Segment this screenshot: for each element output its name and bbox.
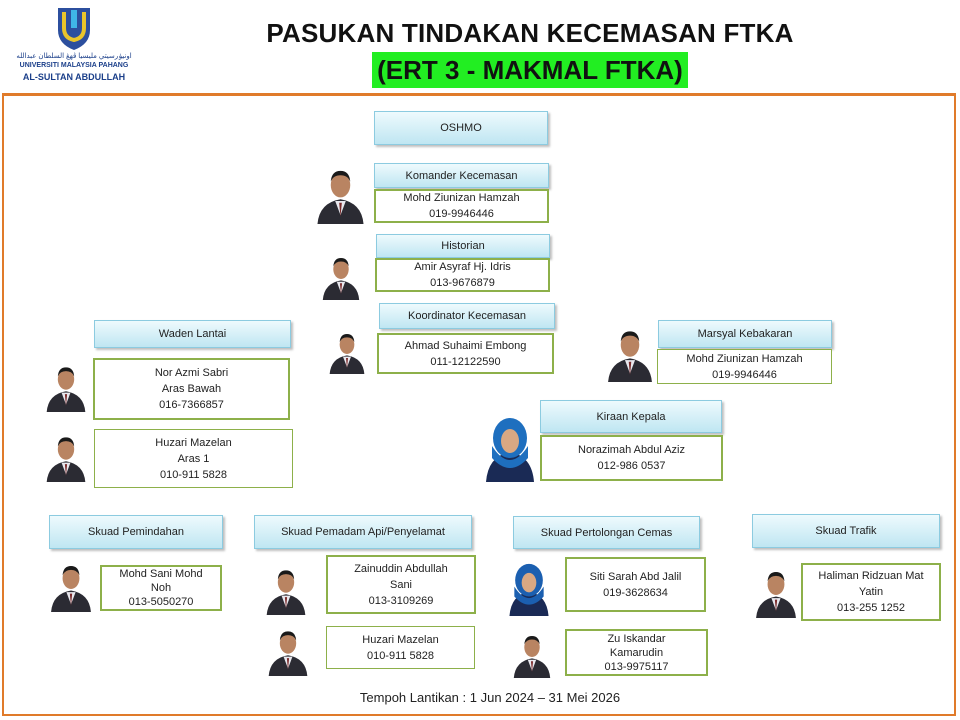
pemadam-phone-1: 013-3109269 <box>368 594 434 607</box>
logo-line2: AL-SULTAN ABDULLAH <box>22 72 126 82</box>
pertolongan-phone-2: 013-9975117 <box>604 660 669 673</box>
portrait-icon <box>43 430 89 482</box>
portrait-icon <box>603 323 657 382</box>
historian-phone: 013-9676879 <box>430 277 495 289</box>
pemindahan-name-1b: Noh <box>150 582 172 594</box>
komander-role-header <box>374 163 549 188</box>
kiraan-card <box>540 435 723 481</box>
kiraan-role-header <box>540 400 722 433</box>
portrait-icon <box>313 162 368 224</box>
logo-line1: UNIVERSITI MALAYSIA PAHANG <box>19 62 129 69</box>
pertolongan-name-2a: Zu Iskandar <box>607 632 666 645</box>
pemadam-role-header <box>254 515 472 549</box>
pemadam-role: Skuad Pemadam Api/Penyelamat <box>281 526 445 538</box>
koordinator-photo <box>327 324 367 374</box>
waden-card-1 <box>93 358 290 420</box>
waden-name-2: Huzari Mazelan <box>155 436 232 449</box>
portrait-icon <box>264 624 312 676</box>
marsyal-name: Mohd Ziunizan Hamzah <box>686 352 803 365</box>
oshmo-label: OSHMO <box>440 122 482 134</box>
pemindahan-role: Skuad Pemindahan <box>87 526 184 538</box>
marsyal-phone: 019-9946446 <box>712 368 777 381</box>
pertolongan-name-1: Siti Sarah Abd Jalil <box>589 570 682 583</box>
waden-phone-2: 010-911 5828 <box>159 468 228 481</box>
portrait-icon <box>48 558 94 612</box>
trafik-role-header <box>752 514 940 548</box>
portrait-icon <box>327 324 367 374</box>
trafik-role: Skuad Trafik <box>815 525 877 537</box>
pemadam-card-1 <box>326 555 476 614</box>
portrait-icon <box>480 402 540 482</box>
pemadam-name-1a: Zainuddin Abdullah <box>354 562 448 575</box>
marsyal-role-header <box>658 320 832 348</box>
portrait-icon <box>260 563 312 615</box>
waden-role-header <box>94 320 291 348</box>
waden-location-1: Aras Bawah <box>161 383 222 395</box>
pertolongan-photo-1 <box>503 559 555 616</box>
trafik-photo-1 <box>753 562 799 618</box>
pemadam-name-2: Huzari Mazelan <box>362 633 439 646</box>
historian-role: Historian <box>441 240 485 252</box>
oshmo-box <box>374 111 548 145</box>
pertolongan-card-1 <box>565 557 706 612</box>
komander-phone: 019-9946446 <box>429 208 494 220</box>
portrait-icon <box>753 562 799 618</box>
logo-arabic-text: اونيۏرسيتي مليسيا ڤهڠ السلطان عبدالله <box>16 53 132 60</box>
portrait-icon <box>43 360 89 412</box>
marsyal-photo <box>603 323 657 382</box>
pemindahan-name-1a: Mohd Sani Mohd <box>119 568 203 580</box>
pertolongan-phone-1: 019-3628634 <box>603 586 668 599</box>
koordinator-name: Ahmad Suhaimi Embong <box>404 339 527 352</box>
historian-card <box>375 258 550 292</box>
pemindahan-phone-1: 013-5050270 <box>128 596 194 608</box>
pemadam-phone-2: 010-911 5828 <box>366 649 435 662</box>
page-title: PASUKAN TINDAKAN KECEMASAN FTKA <box>266 18 794 48</box>
appointment-period: Tempoh Lantikan : 1 Jun 2024 – 31 Mei 2026 <box>359 690 621 705</box>
pertolongan-photo-2 <box>511 626 553 678</box>
trafik-name-1a: Haliman Ridzuan Mat <box>818 570 924 582</box>
waden-card-2 <box>94 429 293 488</box>
waden-photo-2 <box>43 430 89 482</box>
pertolongan-card-2 <box>565 629 708 676</box>
pemadam-photo-2 <box>264 624 312 676</box>
pertolongan-role: Skuad Pertolongan Cemas <box>540 526 673 539</box>
pertolongan-role-header <box>513 516 700 549</box>
trafik-card-1 <box>801 563 941 621</box>
kiraan-name: Norazimah Abdul Aziz <box>578 444 685 456</box>
koordinator-phone: 011-12122590 <box>430 355 501 368</box>
pemadam-photo-1 <box>260 563 312 615</box>
trafik-name-1b: Yatin <box>858 586 884 598</box>
koordinator-card <box>377 333 554 374</box>
portrait-icon <box>320 248 362 300</box>
waden-phone-1: 016-7366857 <box>159 399 224 411</box>
komander-card <box>374 189 549 223</box>
kiraan-phone: 012-986 0537 <box>597 460 666 472</box>
waden-role: Waden Lantai <box>158 328 227 340</box>
marsyal-role: Marsyal Kebakaran <box>697 328 793 340</box>
kiraan-role: Kiraan Kepala <box>596 410 666 423</box>
page-subtitle: (ERT 3 - MAKMAL FTKA) <box>372 52 688 88</box>
koordinator-role: Koordinator Kecemasan <box>407 310 526 322</box>
pemindahan-role-header <box>49 515 223 549</box>
pemindahan-photo-1 <box>48 558 94 612</box>
koordinator-role-header <box>379 303 555 329</box>
portrait-icon <box>503 559 555 616</box>
trafik-phone-1: 013-255 1252 <box>837 602 905 614</box>
historian-name: Amir Asyraf Hj. Idris <box>414 261 511 273</box>
pertolongan-name-2b: Kamarudin <box>609 646 664 659</box>
waden-location-2: Aras 1 <box>177 452 210 465</box>
pemadam-card-2 <box>326 626 475 669</box>
waden-name-1: Nor Azmi Sabri <box>154 367 229 379</box>
komander-role: Komander Kecemasan <box>405 169 518 182</box>
pemadam-name-1b: Sani <box>389 578 413 591</box>
shield-emblem-icon <box>54 6 94 52</box>
waden-photo-1 <box>43 360 89 412</box>
marsyal-card <box>657 349 832 384</box>
portrait-icon <box>511 626 553 678</box>
pemindahan-card-1 <box>100 565 222 611</box>
kiraan-photo <box>480 402 540 482</box>
komander-photo <box>313 162 368 224</box>
historian-photo <box>320 248 362 300</box>
university-logo <box>14 6 134 84</box>
komander-name: Mohd Ziunizan Hamzah <box>403 192 520 204</box>
historian-role-header <box>376 234 550 258</box>
